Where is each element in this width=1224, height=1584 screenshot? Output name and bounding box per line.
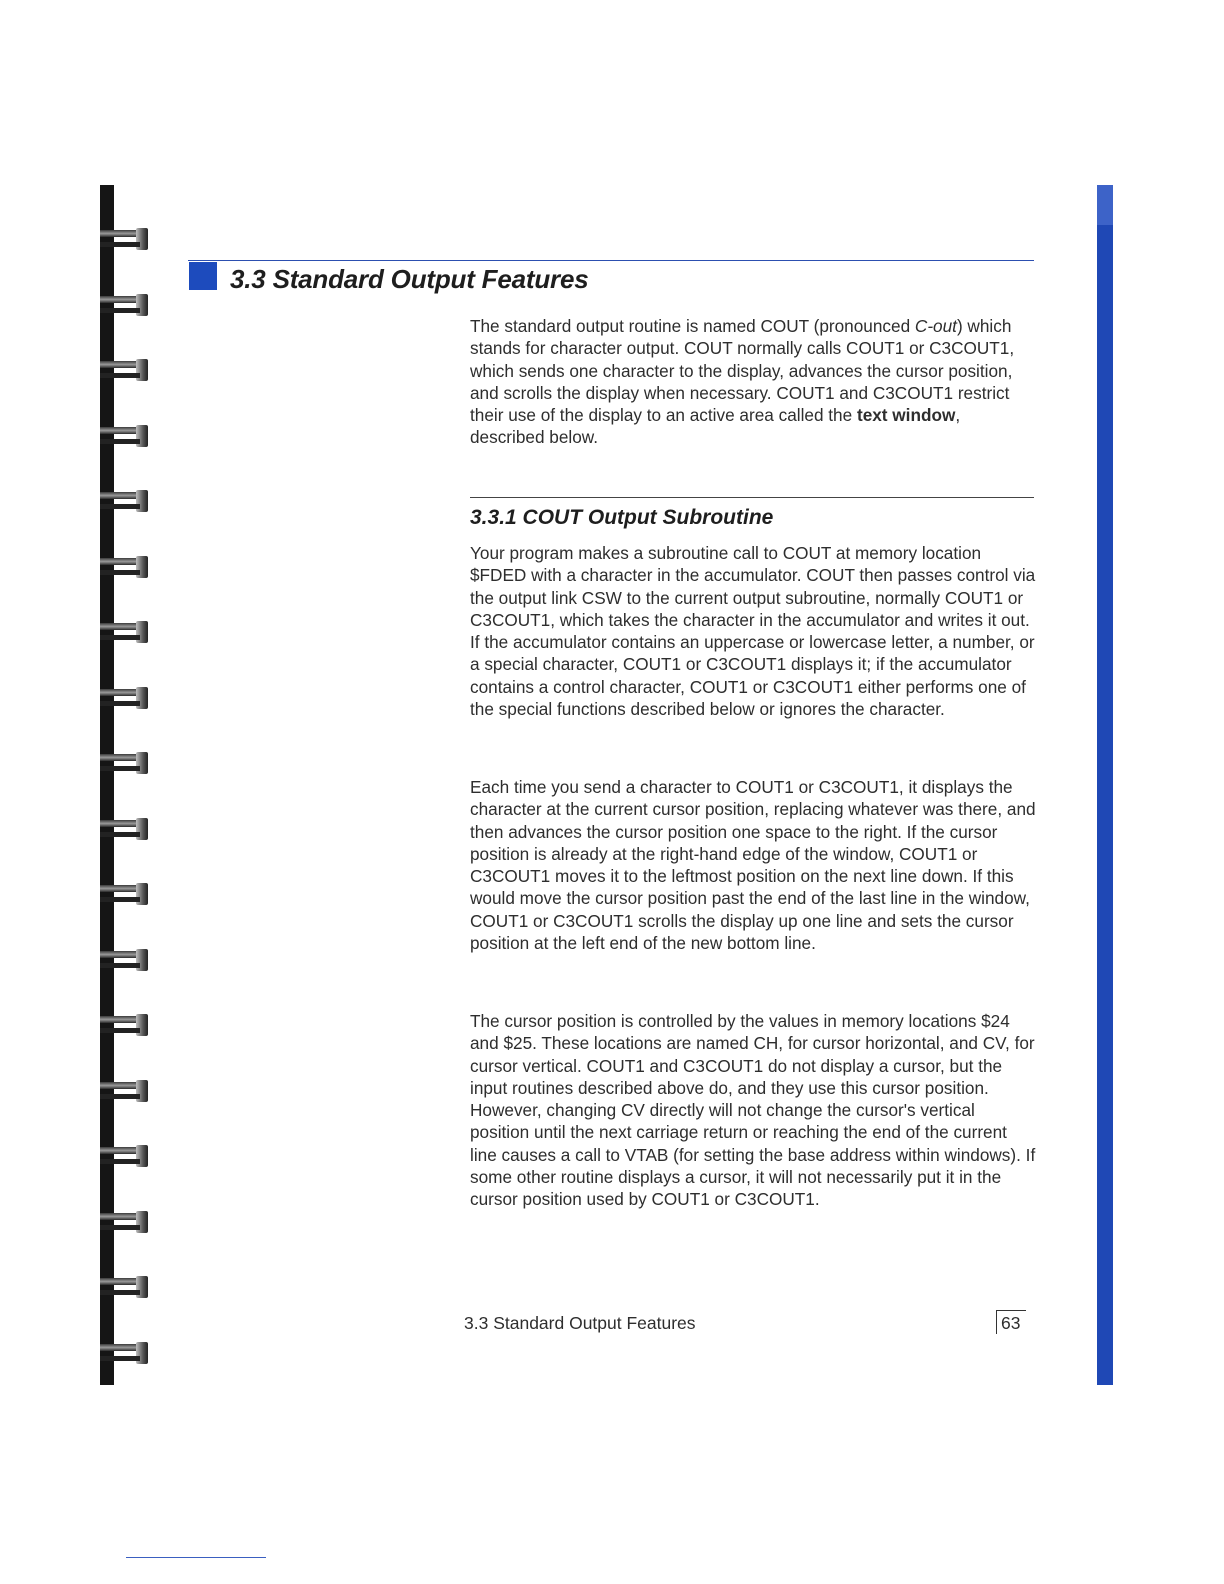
intro-emphasis: C-out [914, 316, 957, 336]
intro-text: ) which stands for character output. COUT normally calls COUT1 or C3COUT1, which sends one character to the display, advances the cursor position, and scrolls the display when necessary. COUT1 and C3COUT1 restrict their use of the display to an active area called the [470, 316, 1015, 426]
intro-paragraph [470, 315, 1036, 449]
paragraph-cursor-position: The cursor position is controlled by the values in memory locations $24 and $25. These locations are named CH, for cursor horizontal, and CV, for cursor vertical. COUT1 and C3COUT1 do not display a cursor, but the input routines described above do, and they use this cursor position. However, changing CV directly will not change the cursor's vertical position until the next carriage return or reaching the end of the current line causes a call to VTAB (for setting the base address within windows). If some other routine displays a cursor, it will not necessarily put it in the cursor position used by COUT1 or C3COUT1. [470, 1011, 1036, 1210]
section-rule [188, 260, 1034, 261]
binding-ring [100, 490, 150, 514]
intro-term: text window [856, 405, 956, 426]
binding-ring [100, 1080, 150, 1104]
binding-ring [100, 883, 150, 907]
section-title: 3.3 Standard Output Features [230, 264, 589, 294]
binding-ring [100, 818, 150, 842]
paragraph-cout-call: Your program makes a subroutine call to COUT at memory location $FDED with a character in the accumulator. COUT then passes control via the output link CSW to the current output subroutine, normally COUT1 or C3COUT1, which takes the character in the accumulator and writes it out. If the accumulator contains an uppercase or lowercase letter, a number, or a special character, COUT1 or C3COUT1 displays it; if the accumulator contains a control character, COUT1 or C3COUT1 either performs one of the special functions described below or ignores the character. [470, 543, 1036, 720]
binding-ring [100, 556, 150, 580]
binding-ring [100, 687, 150, 711]
binding-ring [100, 752, 150, 776]
scan-edge-line [126, 1557, 266, 1558]
binding-ring [100, 1014, 150, 1038]
binding-ring [100, 949, 150, 973]
intro-text: The standard output routine is named COUT (pronounced [470, 316, 915, 336]
binding-ring [100, 359, 150, 383]
subsection-title: 3.3.1 COUT Output Subroutine [470, 506, 774, 529]
section-marker-square [189, 262, 217, 290]
intro-text: , described below. [470, 405, 961, 448]
binding-ring [100, 1211, 150, 1235]
binding-ring [100, 294, 150, 318]
page-number: 63 [996, 1310, 1026, 1334]
paragraph-cursor-advance: Each time you send a character to COUT1 or C3COUT1, it displays the character at the current cursor position, replacing whatever was there, and then advances the cursor position one space to the right. If the cursor position is already at the right-hand edge of the window, COUT1 or C3COUT1 moves it to the leftmost position on the next line down. If this would move the cursor position past the end of the last line in the window, COUT1 or C3COUT1 scrolls the display up one line and sets the cursor position at the left end of the new bottom line. [470, 777, 1036, 954]
binding-ring [100, 1342, 150, 1366]
binding-ring [100, 1276, 150, 1300]
footer-running-title: 3.3 Standard Output Features [464, 1313, 696, 1333]
page-edge-tab [1097, 185, 1113, 1385]
binding-ring [100, 1145, 150, 1169]
binding-ring [100, 425, 150, 449]
binding-ring [100, 621, 150, 645]
subsection-rule [470, 497, 1034, 498]
binding-ring [100, 228, 150, 252]
